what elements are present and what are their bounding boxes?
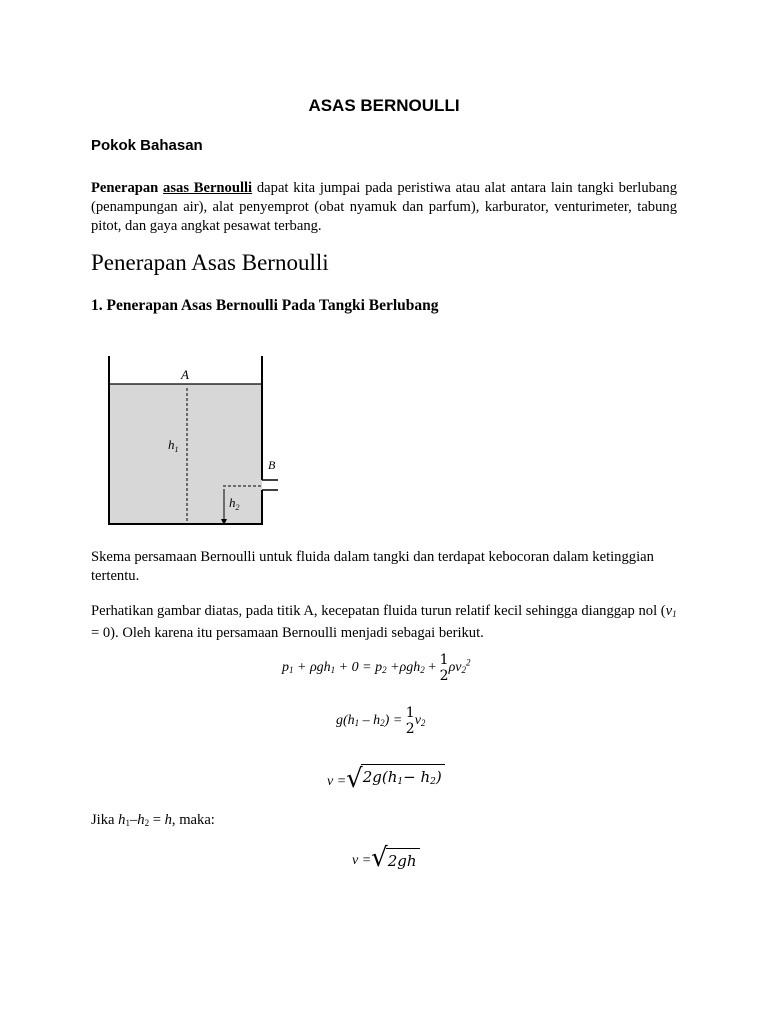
sqrt-symbol: √	[346, 764, 363, 794]
sqrt-radicand-2: 2gh	[386, 848, 420, 871]
intro-text: dapat kita jumpai pada peristiwa atau alat antara lain tangki berlubang (penampungan air), alat penyemprot (obat nyamuk dan parfum), karburator, venturimeter, tabung pitot, dan gaya angkat pesawat terbang.	[91, 180, 678, 234]
label-h1: $h_1$	[168, 437, 179, 454]
label-b: B	[268, 458, 276, 472]
figure-caption: Skema persamaan Bernoulli untuk fluida dalam tangki dan terdapat kebocoran dalam ketinggian tertentu.	[91, 549, 654, 584]
equation-4: v = √ 2gh	[352, 845, 420, 871]
sqrt-symbol-2: √	[371, 843, 388, 873]
section-heading: Penerapan Asas Bernoulli	[91, 250, 329, 275]
intro-lead: Penerapan	[91, 180, 159, 196]
tank-diagram	[96, 352, 296, 532]
label-a: A	[181, 367, 189, 382]
label-h2: $h_2$	[229, 495, 240, 512]
fraction-half: 1 2	[439, 652, 449, 684]
equation-3: v = √ $2g(h_1- h_2)$	[327, 762, 445, 792]
paragraph-2: Perhatikan gambar diatas, pada titik A, kecepatan fluida turun relatif kecil sehingga dianggap nol $(v_1 = 0)$. Oleh karena itu persamaan Bernoulli menjadi sebagai berikut.	[91, 603, 677, 641]
subheading: Pokok Bahasan	[91, 137, 203, 154]
document-title: ASAS BERNOULLI	[308, 96, 460, 115]
subsection-heading: 1. Penerapan Asas Bernoulli Pada Tangki Berlubang	[91, 297, 439, 314]
var-v1: $v_1$	[665, 603, 677, 619]
sqrt-radicand: $2g(h_1- h_2)$	[361, 764, 445, 792]
paragraph-3: Jika $h_1-h_2 = h$, maka:	[91, 812, 215, 828]
equation-2: $g(h_1 - h_2)$ = 1 2 $v_2$	[336, 705, 426, 737]
fraction-half-2: 1 2	[405, 705, 415, 737]
bernoulli-link[interactable]: asas Bernoulli	[163, 180, 253, 196]
equation-1: $p_1 + \rho gh_1 + 0 = p_2 +\rho gh_2$ + 1 2 $\rho v_2^2$	[282, 652, 471, 684]
intro-paragraph	[91, 179, 677, 236]
